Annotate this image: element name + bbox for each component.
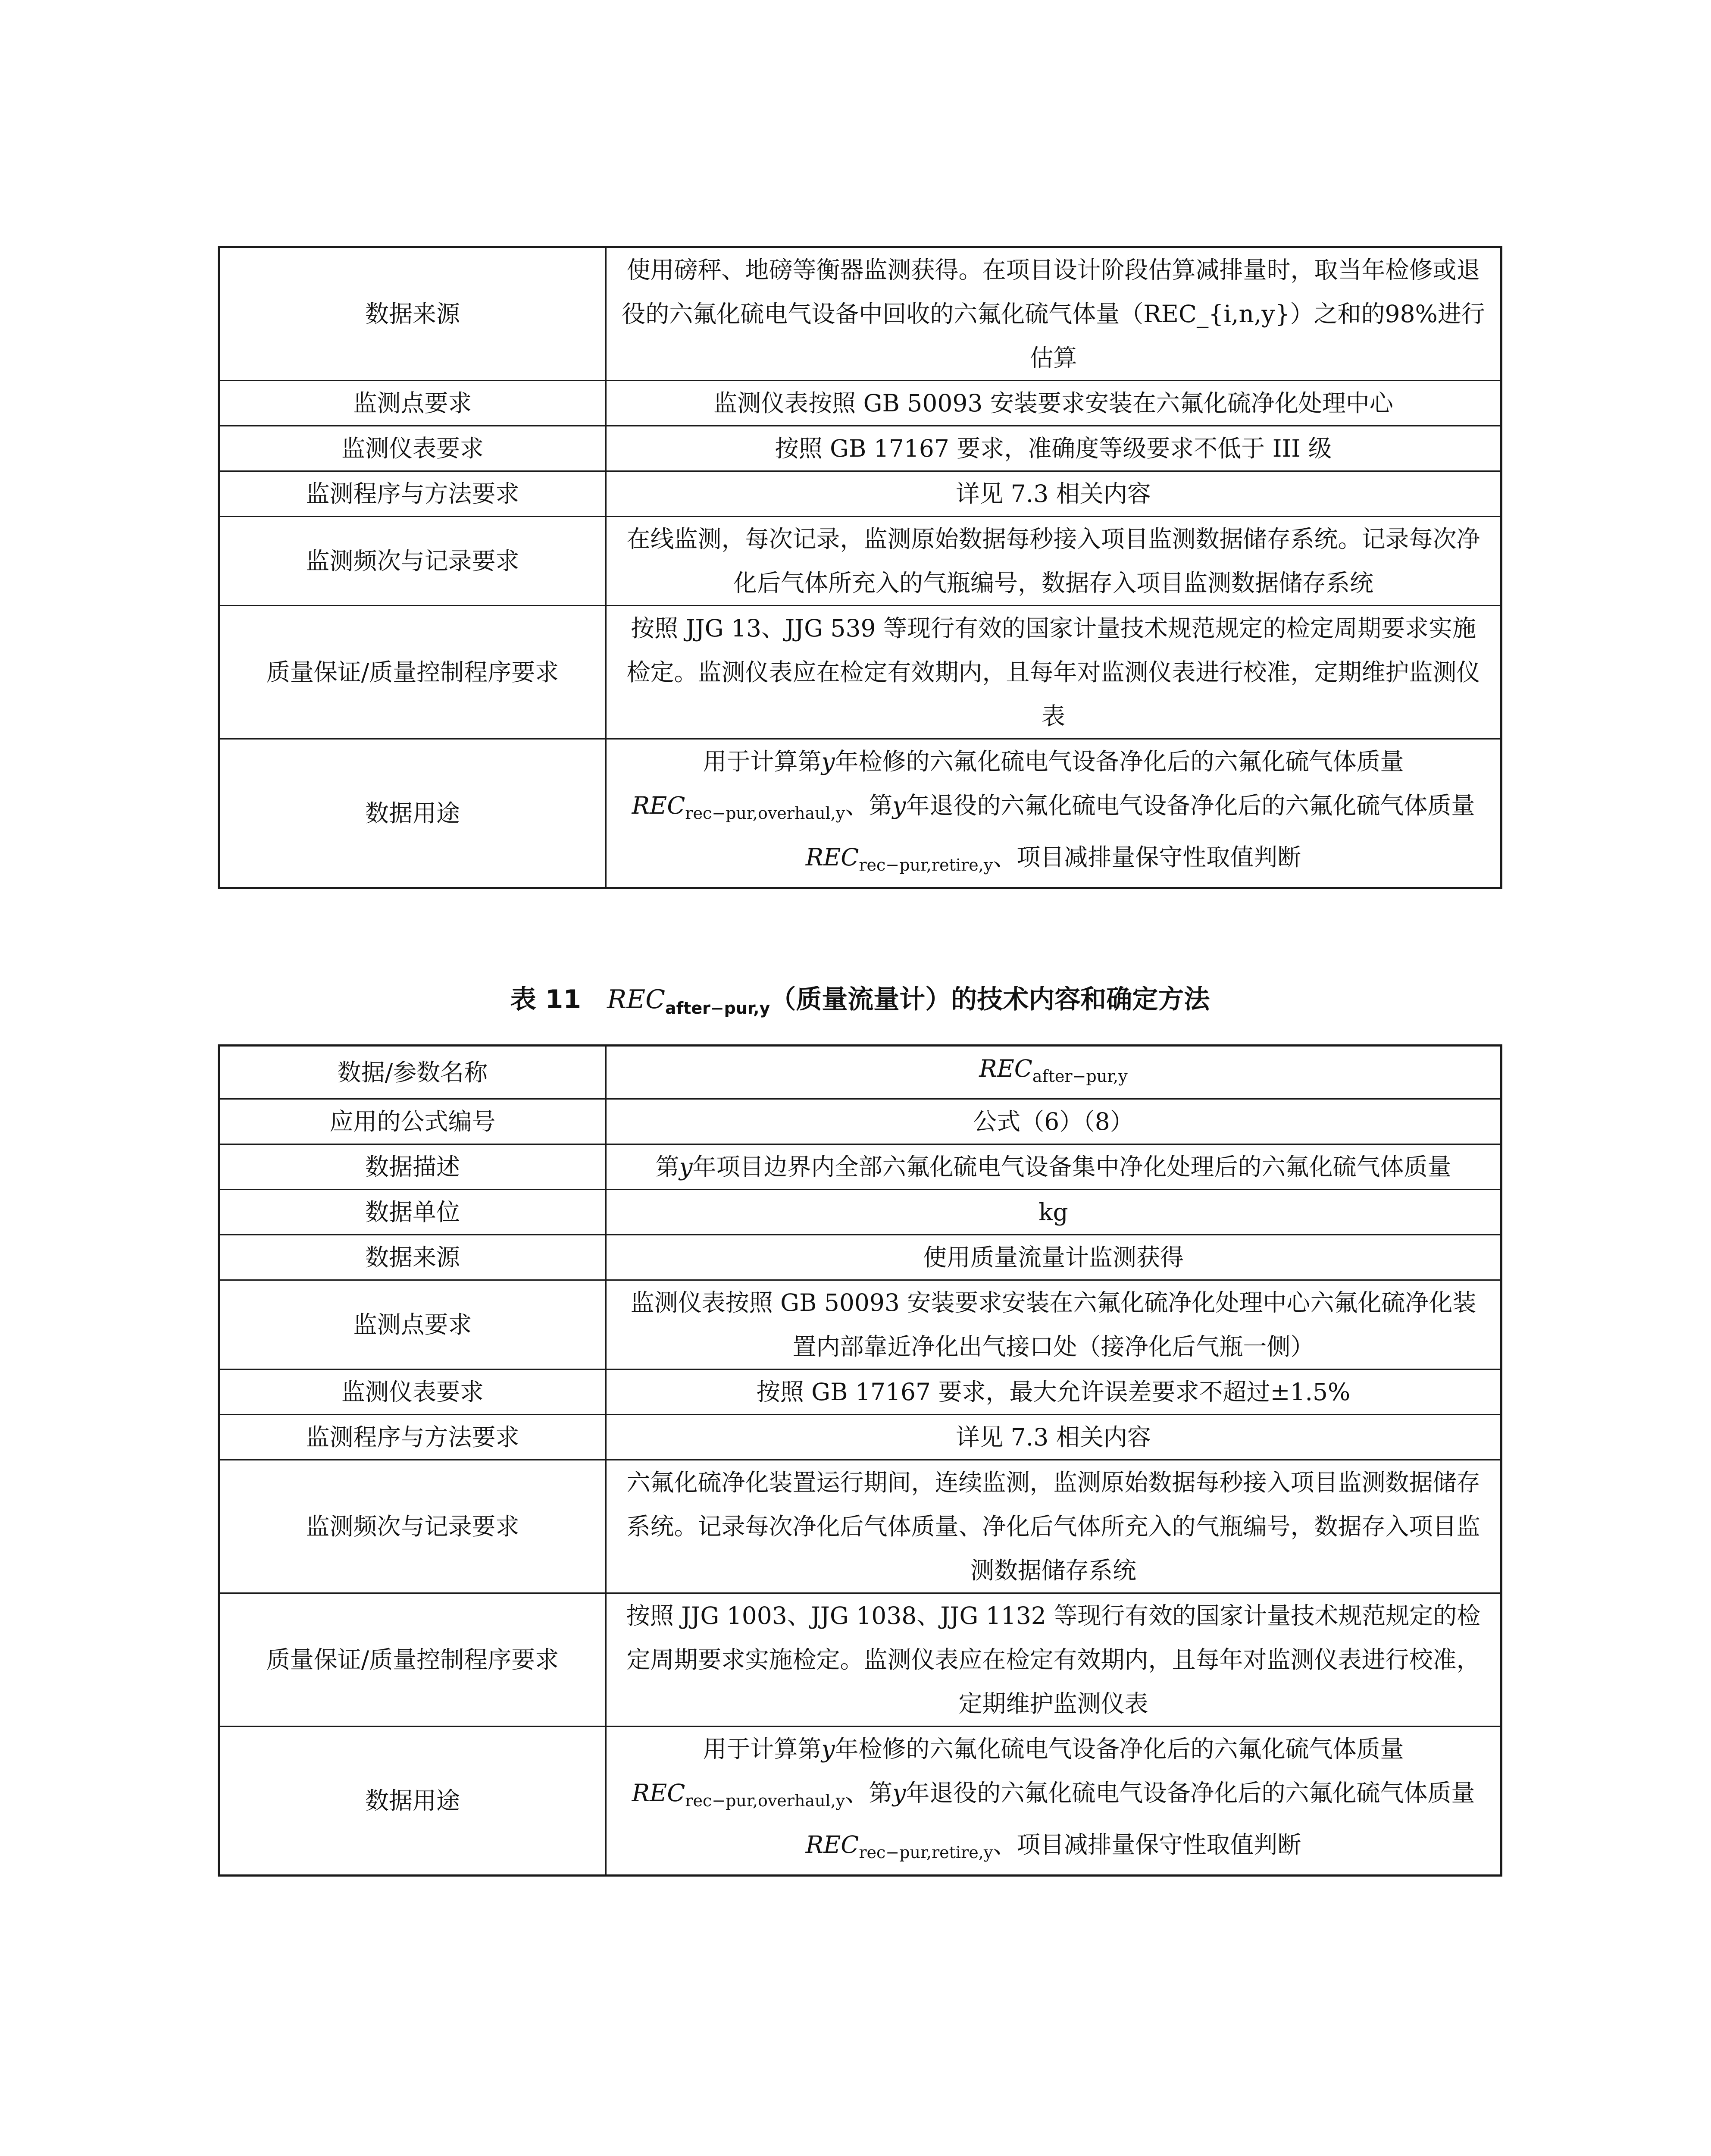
row-label: 监测点要求	[219, 1280, 606, 1369]
table-row	[219, 1280, 1501, 1369]
row-value: 详见 7.3 相关内容	[606, 1415, 1501, 1460]
row-value: 监测仪表按照 GB 50093 安装要求安装在六氟化硫净化处理中心	[606, 381, 1501, 426]
table-row	[219, 1460, 1501, 1593]
caption-symbol: REC	[607, 984, 665, 1015]
row-value: 详见 7.3 相关内容	[606, 471, 1501, 517]
row-label: 监测程序与方法要求	[219, 471, 606, 517]
row-label: 应用的公式编号	[219, 1099, 606, 1144]
row-value: 第y年项目边界内全部六氟化硫电气设备集中净化处理后的六氟化硫气体质量	[606, 1144, 1501, 1190]
row-value: 六氟化硫净化装置运行期间，连续监测，监测原始数据每秒接入项目监测数据储存系统。记录每次净化后气体质量、净化后气体所充入的气瓶编号，数据存入项目监测数据储存系统	[606, 1460, 1501, 1593]
caption-symbol-sub: after−pur,y	[665, 999, 770, 1018]
row-value: $REC_{after-pur,y}$	[606, 1046, 1501, 1099]
table-row	[219, 247, 1501, 381]
row-label: 数据用途	[219, 739, 606, 888]
table-row	[219, 606, 1501, 739]
row-value: kg	[606, 1190, 1501, 1235]
table-row	[219, 1190, 1501, 1235]
table-row	[219, 517, 1501, 606]
row-label: 数据描述	[219, 1144, 606, 1190]
row-value: 按照 JJG 13、JJG 539 等现行有效的国家计量技术规范规定的检定周期要求实施检定。监测仪表应在检定有效期内，且每年对监测仪表进行校准，定期维护监测仪表	[606, 606, 1501, 739]
row-value: 用于计算第y年检修的六氟化硫电气设备净化后的六氟化硫气体质量 $REC_{rec-pur,overhaul,y}$、第y年退役的六氟化硫电气设备净化后的六氟化硫气体质量$REC_{rec-pur,retire,y}$、项目减排量保守性取值判断	[606, 739, 1501, 888]
table-row	[219, 1727, 1501, 1876]
row-label: 数据来源	[219, 1235, 606, 1280]
table-11	[218, 1044, 1502, 1877]
row-label: 监测频次与记录要求	[219, 517, 606, 606]
row-value: 监测仪表按照 GB 50093 安装要求安装在六氟化硫净化处理中心六氟化硫净化装置内部靠近净化出气接口处（接净化后气瓶一侧）	[606, 1280, 1501, 1369]
table-row	[219, 1593, 1501, 1727]
row-value: 公式（6）（8）	[606, 1099, 1501, 1144]
row-label: 监测点要求	[219, 381, 606, 426]
row-label: 数据用途	[219, 1727, 606, 1876]
table-row	[219, 426, 1501, 471]
row-label: 质量保证/质量控制程序要求	[219, 606, 606, 739]
row-label: 监测仪表要求	[219, 426, 606, 471]
row-value: 按照 GB 17167 要求，准确度等级要求不低于 III 级	[606, 426, 1501, 471]
table-row	[219, 1099, 1501, 1144]
row-label: 监测程序与方法要求	[219, 1415, 606, 1460]
table-caption	[218, 979, 1502, 1018]
table-row	[219, 1235, 1501, 1280]
table-row	[219, 1415, 1501, 1460]
row-label: 监测仪表要求	[219, 1369, 606, 1415]
row-value: 按照 JJG 1003、JJG 1038、JJG 1132 等现行有效的国家计量技术规范规定的检定周期要求实施检定。监测仪表应在检定有效期内，且每年对监测仪表进行校准，定期维护监测仪表	[606, 1593, 1501, 1727]
row-label: 数据/参数名称	[219, 1046, 606, 1099]
table-row	[219, 471, 1501, 517]
row-value: 按照 GB 17167 要求，最大允许误差要求不超过±1.5%	[606, 1369, 1501, 1415]
row-value: 用于计算第y年检修的六氟化硫电气设备净化后的六氟化硫气体质量 $REC_{rec-pur,overhaul,y}$、第y年退役的六氟化硫电气设备净化后的六氟化硫气体质量$REC_{rec-pur,retire,y}$、项目减排量保守性取值判断	[606, 1727, 1501, 1876]
row-label: 质量保证/质量控制程序要求	[219, 1593, 606, 1727]
row-label: 监测频次与记录要求	[219, 1460, 606, 1593]
table-row	[219, 1369, 1501, 1415]
table-row	[219, 1046, 1501, 1099]
row-value: 使用质量流量计监测获得	[606, 1235, 1501, 1280]
table-row	[219, 739, 1501, 888]
row-value: 使用磅秤、地磅等衡器监测获得。在项目设计阶段估算减排量时，取当年检修或退役的六氟化硫电气设备中回收的六氟化硫气体量（REC_{i,n,y}）之和的98%进行估算	[606, 247, 1501, 381]
row-value: 在线监测，每次记录，监测原始数据每秒接入项目监测数据储存系统。记录每次净化后气体所充入的气瓶编号，数据存入项目监测数据储存系统	[606, 517, 1501, 606]
table-continued	[218, 246, 1502, 889]
row-label: 数据来源	[219, 247, 606, 381]
caption-text: （质量流量计）的技术内容和确定方法	[770, 984, 1210, 1015]
row-label: 数据单位	[219, 1190, 606, 1235]
table-number: 表 11	[510, 984, 582, 1015]
table-row	[219, 1144, 1501, 1190]
table-row	[219, 381, 1501, 426]
